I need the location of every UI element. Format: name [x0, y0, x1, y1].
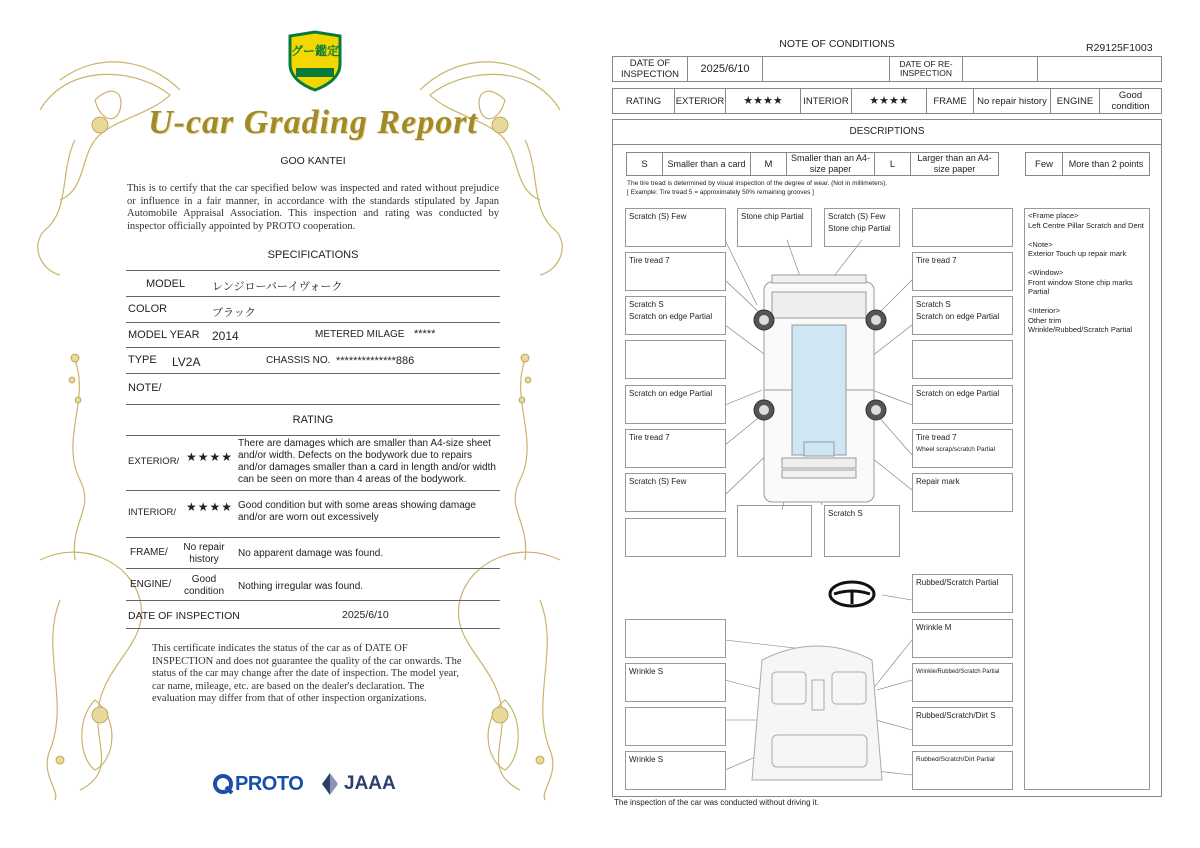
conditions-heading: NOTE OF CONDITIONS [779, 38, 895, 50]
proto-mark-icon [212, 773, 234, 795]
condition-text: Scratch S [916, 300, 951, 309]
interior-label: INTERIOR [800, 88, 852, 114]
divider [126, 347, 500, 348]
report-subtitle: GOO KANTEI [280, 155, 346, 167]
exterior-desc: There are damages which are smaller than A4-size sheet and/or width. Defects on the bodywork due to repairs and/or damages smaller than a card in length and/or width can be seen on more than 4 areas of the bodywork. [238, 438, 496, 485]
divider [126, 537, 500, 538]
condition-text: Scratch on edge Partial [916, 312, 1000, 321]
condition-box [912, 429, 1013, 468]
condition-box: Wrinkle S [625, 663, 726, 702]
date-inspection-value: 2025/6/10 [687, 56, 763, 82]
reinspection-value [962, 56, 1038, 82]
condition-box: Wrinkle M [912, 619, 1013, 658]
jaaa-logo [318, 770, 396, 798]
divider [126, 270, 500, 271]
divider [126, 322, 500, 323]
condition-box [737, 505, 812, 557]
rating-label: RATING [612, 88, 675, 114]
condition-text: Scratch (S) Few [828, 212, 886, 221]
date-value: 2025/6/10 [342, 609, 389, 621]
engine-value: Good condition [183, 574, 225, 597]
condition-box: Scratch on edge Partial [912, 385, 1013, 424]
color-value: ブラック [212, 307, 256, 319]
condition-box: Tire tread 7 [625, 252, 726, 291]
divider [126, 490, 500, 491]
condition-box: Scratch S [824, 505, 900, 557]
mileage-label: METERED MILAGE [315, 329, 405, 340]
divider [126, 373, 500, 374]
condition-box: Stone chip Partial [737, 208, 812, 247]
condition-box: Wrinkle/Rubbed/Scratch Partial [912, 663, 1013, 702]
frame-value: No repair history [973, 88, 1051, 114]
tire-note: The tire tread is determined by visual inspection of the degree of wear. (Not in millimeters). [627, 180, 888, 187]
condition-text: Tire tread 7 [916, 433, 957, 442]
descriptions-heading: DESCRIPTIONS [612, 119, 1162, 145]
frame-label: FRAME/ [130, 547, 168, 558]
divider [126, 600, 500, 601]
condition-text: Scratch on edge Partial [629, 312, 713, 321]
condition-box [912, 208, 1013, 247]
proto-logo [212, 770, 303, 798]
report-title: U-car Grading Report [148, 104, 478, 141]
condition-box [912, 296, 1013, 335]
chassis-label: CHASSIS NO. [266, 355, 331, 366]
rating-heading: RATING [292, 414, 334, 426]
car-interior-view [752, 646, 882, 780]
legend-key: L [874, 152, 911, 176]
legend-key: M [750, 152, 787, 176]
engine-label: ENGINE [1050, 88, 1100, 114]
divider [126, 404, 500, 405]
jaaa-mark-icon [318, 771, 342, 797]
model-label: MODEL [146, 278, 186, 290]
legend-value: Smaller than an A4-size paper [786, 152, 875, 176]
logo-text: グー鑑定 [290, 44, 339, 58]
divider [126, 296, 500, 297]
tire-note-example: [ Example: Tire tread 5 = approximately 50% remaining grooves ] [627, 189, 814, 196]
model-value: レンジローバーイヴォーク [212, 281, 343, 293]
condition-box: Rubbed/Scratch/Dirt S [912, 707, 1013, 746]
engine-desc: Nothing irregular was found. [238, 581, 364, 592]
exterior-stars: ★★★★ [725, 88, 801, 114]
legend-value: Larger than an A4-size paper [910, 152, 999, 176]
condition-box [824, 208, 900, 247]
inspection-footer: The inspection of the car was conducted without driving it. [614, 798, 819, 807]
condition-text: Wheel scrap/scratch Partial [916, 446, 996, 453]
legend-value: More than 2 points [1062, 152, 1150, 176]
chassis-value: **************886 [336, 355, 415, 367]
condition-text: Scratch S [629, 300, 664, 309]
type-value: LV2A [172, 355, 201, 369]
condition-box: Wrinkle S [625, 751, 726, 790]
mileage-value: ***** [414, 328, 436, 340]
divider [126, 568, 500, 569]
condition-box: Scratch on edge Partial [625, 385, 726, 424]
condition-box: Rubbed/Scratch Partial [912, 574, 1013, 613]
engine-value: Good condition [1099, 88, 1162, 114]
divider [126, 628, 500, 629]
exterior-label: EXTERIOR/ [128, 456, 180, 467]
steering-wheel-icon [830, 582, 874, 606]
shield-icon [286, 30, 344, 92]
empty-cell [762, 56, 890, 82]
condition-box: Tire tread 7 [912, 252, 1013, 291]
interior-desc: Good condition but with some areas showing damage and/or are worn out excessively [238, 500, 476, 523]
condition-box: Scratch (S) Few [625, 208, 726, 247]
interior-stars: ★★★★ [186, 500, 234, 514]
condition-text: Stone chip Partial [828, 224, 891, 233]
engine-label: ENGINE/ [130, 579, 172, 590]
proto-text: PROTO [235, 772, 304, 795]
condition-box [625, 518, 726, 557]
interior-label: INTERIOR/ [128, 507, 177, 518]
condition-box [625, 340, 726, 379]
color-label: COLOR [128, 303, 168, 315]
date-inspection-label: DATE OF INSPECTION [612, 56, 688, 82]
condition-box [625, 296, 726, 335]
jaaa-text: JAAA [344, 773, 396, 794]
legend-key: Few [1025, 152, 1063, 176]
divider [126, 435, 500, 436]
spec-heading: SPECIFICATIONS [267, 249, 359, 261]
note-label: NOTE/ [128, 382, 162, 394]
year-label: MODEL YEAR [128, 329, 200, 341]
condition-box: Tire tread 7 [625, 429, 726, 468]
condition-box: Rubbed/Scratch/Dirt Partial [912, 751, 1013, 790]
intro-text: This is to certify that the car specified below was inspected and rated without prejudice or influence in a fair manner, in accordance with the standards stipulated by Japan Automobile Appraisal Association. This inspection and rating was conducted by inspector officially appointed by PROTO cooperation. [127, 183, 499, 232]
type-label: TYPE [128, 354, 157, 366]
condition-box: Scratch (S) Few [625, 473, 726, 512]
notes-box: <Frame place> Left Centre Pillar Scratch and Dent <Note> Exterior Touch up repair mark <Window> Front window Stone chip marks Partial <Interior> Other trim Wrinkle/Rubbed/Scratch Partial [1024, 208, 1150, 790]
date-label: DATE OF INSPECTION [128, 610, 240, 622]
frame-value: No repair history [183, 542, 225, 565]
condition-box [625, 707, 726, 746]
frame-label: FRAME [926, 88, 974, 114]
legend-key: S [626, 152, 663, 176]
disclaimer-text: This certificate indicates the status of the car as of DATE OF INSPECTION and does not guarantee the quality of the car onwards. The status of the car may change after the date of inspection. The model year, car name, mileage, etc. are based on the dealer's declaration. The evaluation may differ from that of other inspection organizations. [152, 643, 462, 704]
goo-kantei-logo [286, 30, 344, 92]
frame-desc: No apparent damage was found. [238, 548, 384, 559]
car-top-view [764, 275, 874, 502]
legend-value: Smaller than a card [662, 152, 751, 176]
empty-cell [1037, 56, 1162, 82]
condition-box: Repair mark [912, 473, 1013, 512]
exterior-stars: ★★★★ [186, 450, 234, 464]
condition-box [912, 340, 1013, 379]
year-value: 2014 [212, 329, 239, 343]
interior-stars: ★★★★ [851, 88, 927, 114]
exterior-label: EXTERIOR [674, 88, 726, 114]
reinspection-label: DATE OF RE-INSPECTION [889, 56, 963, 82]
reference-number: R29125F1003 [1086, 42, 1153, 54]
condition-box [625, 619, 726, 658]
